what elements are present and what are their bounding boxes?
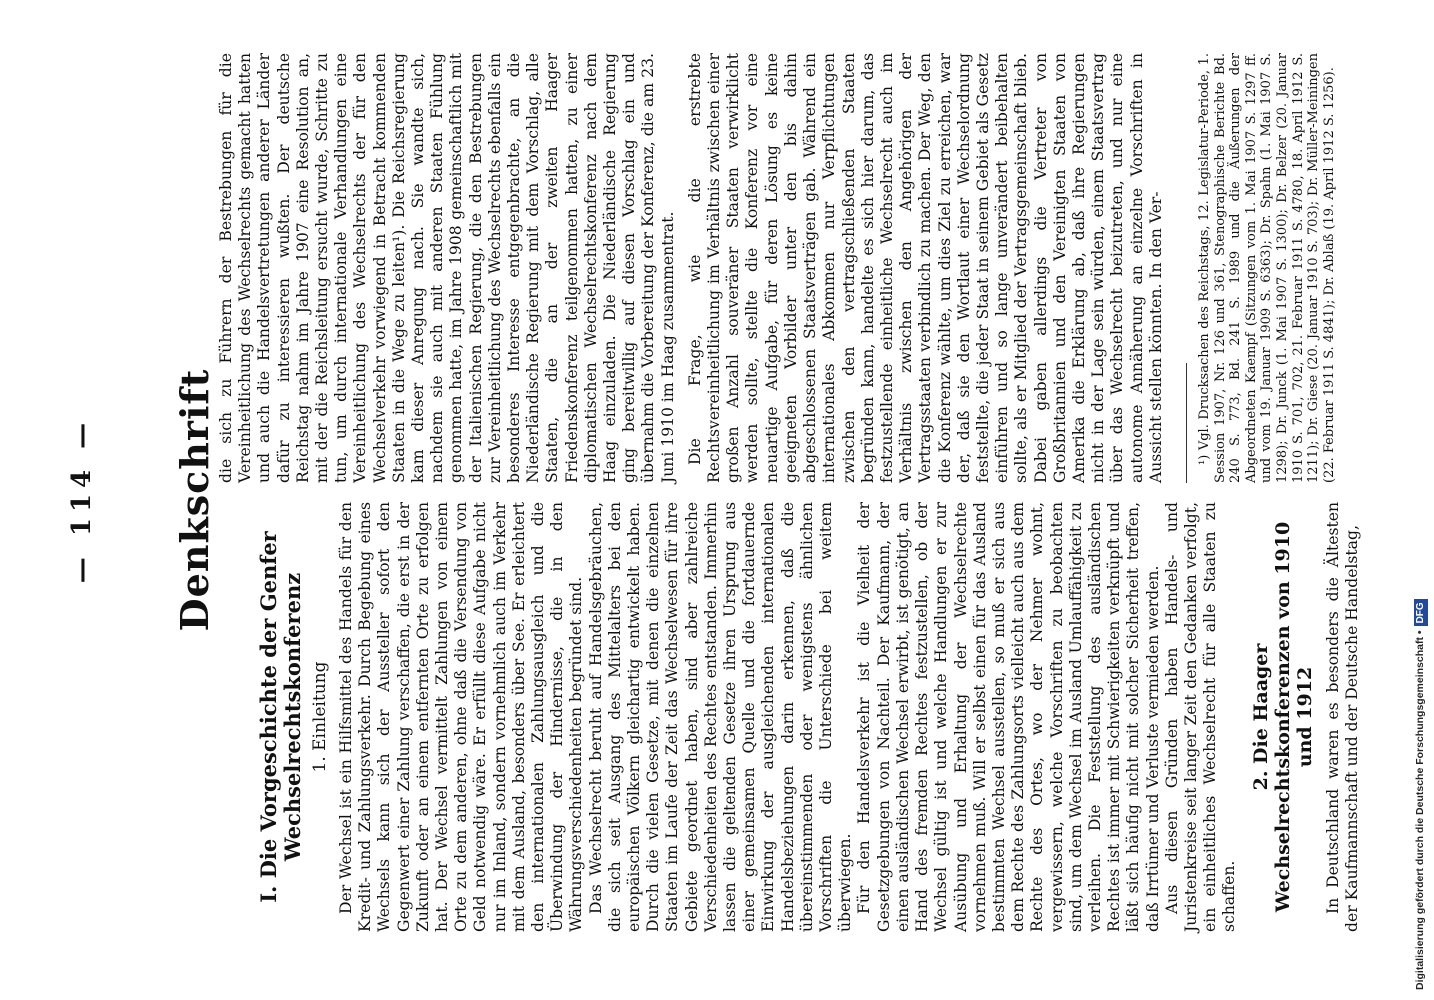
section-heading-2: 2. Die Haager Wechselrechtskonferenzen von 1910 und 1912 <box>1249 521 1316 913</box>
paragraph: In Deutschland waren es besonders die Ältesten der Kaufmannschaft und der Deutsche Handelstag, <box>1323 502 1361 932</box>
spacer <box>678 53 686 483</box>
footnote-rule <box>1186 363 1187 483</box>
paragraph: Der Wechsel ist ein Hilfsmittel des Handels für den Kredit- und Zahlungsverkehr. Durch Begebung eines Wechsels kann sich der Aussteller sofort den Gegenwert einer Zahlung verschaffen, die erst in der Zukunft oder an einem entfernten Orte zu erfolgen hat. Der Wechsel vermittelt Zahlungen von einem Orte zu dem anderen, ohne daß die Versendung von Geld notwendig wäre. Er erfüllt diese Aufgabe nicht nur im Inland, sondern vornehmlich auch im Verkehr mit dem Ausland, besonders über See. Er erleichtert den internationalen Zahlungsausgleich und die Überwindung der Hindernisse, die in den Währungsverschiedenheiten begründet sind. <box>337 502 586 932</box>
paragraph: Das Wechselrecht beruht auf Handelsgebräuchen, die sich seit Ausgang des Mittelalters bei den europäischen Völkern gleichartig entwickelt haben. Durch die vielen Gesetze, mit denen die einzelnen Staaten im Laufe der Zeit das Wechselwesen für ihre Gebiete geordnet haben, sind aber zahlreiche Verschiedenheiten des Rechtes entstanden. Immerhin lassen die geltenden Gesetze ihren Ursprung aus einer gemeinsamen Quelle und die fortdauernde Einwirkung der ausgleichenden internationalen Handelsbeziehungen darin erkennen, daß die übereinstimmenden oder wenigstens ähnlichen Vorschriften die Unterschiede bei weitem überwiegen. <box>586 502 855 932</box>
left-column <box>257 502 1362 932</box>
paragraph: Aus diesen Gründen haben Handels- und Juristenkreise seit langer Zeit den Gedanken verfolgt, ein einheitliches Wechselrecht für alle Staaten zu schaffen. <box>1162 502 1239 932</box>
dfg-logo: DFG <box>1414 599 1428 626</box>
right-column <box>217 53 1337 483</box>
subsection-heading-einleitung: 1. Einleitung <box>310 661 330 773</box>
section-heading-1: I. Die Vorgeschichte der Genfer Wechselrechtskonferenz <box>256 531 305 903</box>
digitization-credit <box>1411 10 1429 990</box>
footnote-text: ¹) Vgl. Drucksachen des Reichstags, 12. Legislatur-Periode, 1. Session 1907, Nr. 126 und 361, Stenographische Berichte Bd. 240 S. 773, Bd. 241 S. 1989 und die Äußerungen der Abgeordneten Kaempf (Sitzungen vom 1. Mai 1907 S. 1297 ff. und vom 19. Januar 1909 S. 6363); Dr. Spahn (1. Mai 1907 S. 1298); Dr. Junck (1. Mai 1907 S. 1300); Dr. Belzer (20. Januar 1910 S. 701, 702, 21. Februar 1911 S. 4780, 18. April 1912 S. 1211); Dr. Giese (20. Januar 1910 S. 703); Dr. Müller-Meiningen (22. Februar 1911 S. 4841); Dr. Ablaß (19. April 1912 S. 1256). <box>1196 53 1337 483</box>
paragraph: Für den Handelsverkehr ist die Vielheit der Gesetzgebungen von Nachteil. Der Kaufmann, der einen ausländischen Wechsel erwirbt, ist genötigt, an Hand des fremden Rechtes festzustellen, ob der Wechsel gültig ist und welche Handlungen er zur Ausübung und Erhaltung der Wechselrechte vornehmen muß. Will er selbst einen für das Ausland bestimmten Wechsel ausstellen, so muß er sich aus dem Rechte des Zahlungsorts vielleicht auch aus dem Rechte des Ortes, wo der Nehmer wohnt, vergewissern, welche Vorschriften zu beobachten sind, um dem Wechsel im Ausland Umlauffähigkeit zu verleihen. Die Feststellung des ausländischen Rechtes ist immer mit Schwierigkeiten verknüpft und läßt sich häufig nicht mit solcher Sicherheit treffen, daß Irrtümer und Verluste vermieden werden. <box>855 502 1162 932</box>
footnote <box>1197 53 1337 483</box>
paragraph: die sich zu Führern der Bestrebungen für die Vereinheitlichung des Wechselrechts gemacht hatten und auch die Handelsvertretungen anderer Länder dafür zu interessieren wußten. Der deutsche Reichstag nahm im Jahre 1907 eine Resolution an, mit der die Reichsleitung ersucht wurde, Schritte zu tun, um durch internationale Verhandlungen eine Vereinheitlichung des Wechselrechts der für den Wechselverkehr vorwiegend in Betracht kommenden Staaten in die Wege zu leiten¹). Die Reichsregierung kam dieser Anregung nach. Sie wandte sich, nachdem sie auch mit anderen Staaten Fühlung genommen hatte, im Jahre 1908 gemeinschaftlich mit der Italienischen Regierung, die den Bestrebungen zur Vereinheitlichung des Wechselrechts ebenfalls ein besonderes Interesse entgegenbrachte, an die Niederländische Regierung mit dem Vorschlag, alle Staaten, die an der zweiten Haager Friedenskonferenz teilgenommen hatten, zu einer diplomatischen Wechselrechtskonferenz nach dem Haag einzuladen. Die Niederländische Regierung ging bereitwillig auf diesen Vorschlag ein und übernahm die Vorbereitung der Konferenz, die am 23. Juni 1910 im Haag zusammentrat. <box>217 53 677 483</box>
rotated-page <box>67 0 1367 1000</box>
paragraph: Die Frage, wie die erstrebte Rechtsvereinheitlichung im Verhältnis zwischen einer großen Anzahl souveräner Staaten verwirklicht werden sollte, stellte die Konferenz vor eine neuartige Aufgabe, für deren Lösung es keine geeigneten Vorbilder unter den bis dahin abgeschlossenen Staatsverträgen gab. Während ein internationales Abkommen nur Verpflichtungen zwischen den vertragschließenden Staaten begründen kann, handelte es sich hier darum, das festzustellende einheitliche Wechselrecht auch im Verhältnis zwischen den Angehörigen der Vertragsstaaten verbindlich zu machen. Der Weg, den die Konferenz wählte, um dies Ziel zu erreichen, war der, daß sie den Wortlaut einer Wechselordnung feststellte, die jeder Staat in seinem Gebiet als Gesetz einführen und so lange unverändert beibehalten sollte, als er Mitglied der Vertragsgemeinschaft blieb. Dabei gaben allerdings die Vertreter von Großbritannien und den Vereinigten Staaten von Amerika die Erklärung ab, daß ihre Regierungen nicht in der Lage sein würden, einem Staatsvertrag über das Wechselrecht beizutreten, und nur eine autonome Annäherung an einzelne Vorschriften in Aussicht stellen könnten. In den Ver- <box>685 53 1165 483</box>
credit-line <box>1411 10 1429 990</box>
page-number: — 114 — <box>67 416 97 584</box>
credit-text: Digitalisierung gefördert durch die Deutsche Forschungsgemeinschaft • <box>1414 630 1426 990</box>
page-title: Denkschrift <box>172 368 217 632</box>
